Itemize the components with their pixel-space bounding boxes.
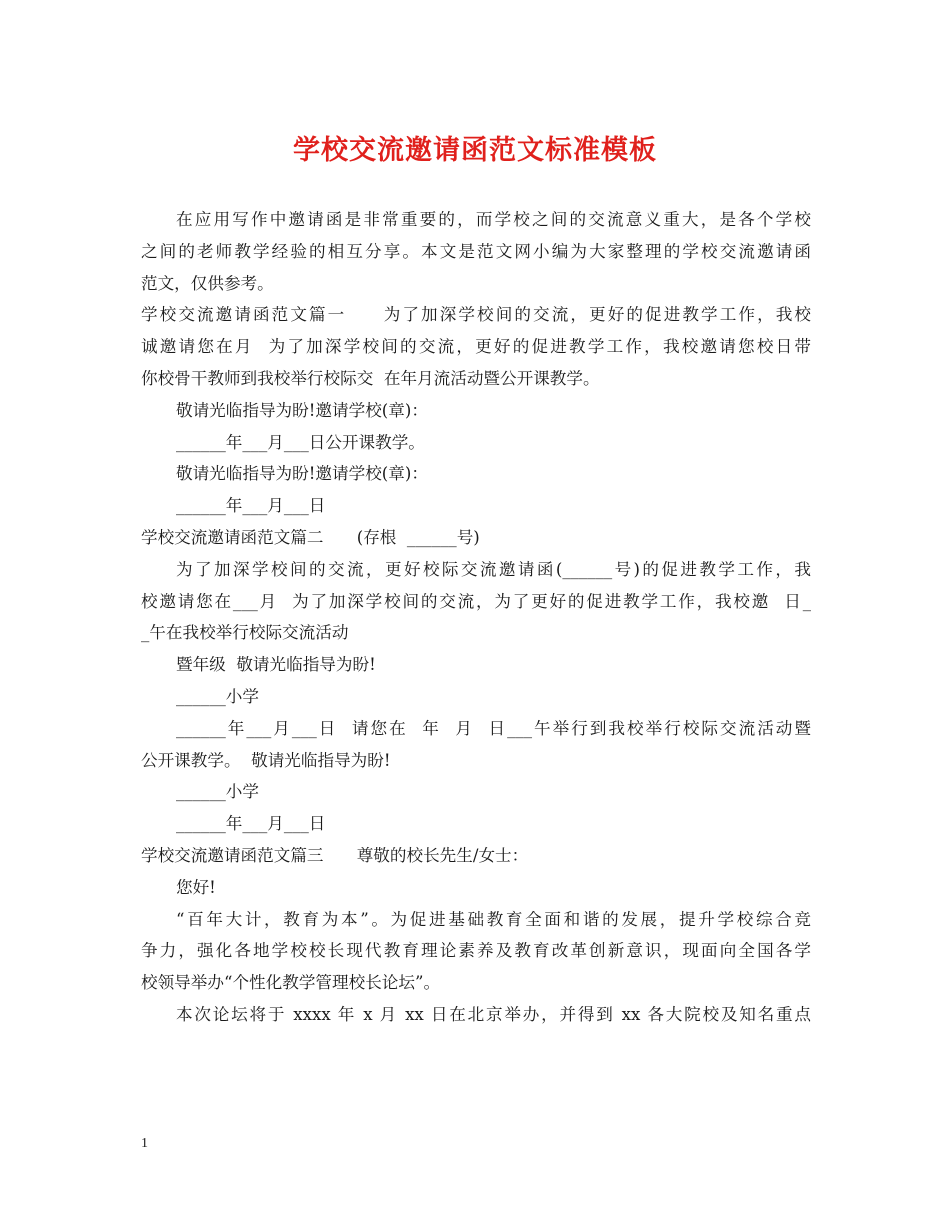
paragraph-line: 您好! xyxy=(176,877,216,897)
paragraph-line: 争力，强化各地学校校长现代教育理论素养及教育改革创新意识，现面向全国各学 xyxy=(141,941,811,961)
paragraph-line: “百年大计，教育为本”。为促进基础教育全面和谐的发展，提升学校综合竞 xyxy=(176,909,811,929)
paragraph-line: _午在我校举行校际交流活动 xyxy=(141,623,349,643)
paragraph-line: 之间的老师教学经验的相互分享。本文是范文网小编为大家整理的学校交流邀请函 xyxy=(141,241,811,261)
document-body xyxy=(141,204,811,1031)
paragraph-line: 学校交流邀请函范文篇一 为了加深学校间的交流，更好的促进教学工作，我校 xyxy=(141,305,811,325)
paragraph-line: ______小学 xyxy=(176,686,259,706)
paragraph-line: 你校骨干教师到我校举行校际交 在年月流活动暨公开课教学。 xyxy=(141,368,600,388)
paragraph-line: 敬请光临指导为盼!邀请学校(章)： xyxy=(176,400,428,420)
paragraph-line: 暨年级 敬请光临指导为盼! xyxy=(176,655,376,675)
paragraph-line: ______年___月___日 请您在 年 月 日___午举行到我校举行校际交流活动暨 xyxy=(176,718,811,738)
paragraph-line: 校领导举办“个性化教学管理校长论坛”。 xyxy=(141,973,441,993)
paragraph-line: 范文，仅供参考。 xyxy=(141,273,274,293)
paragraph-line: 敬请光临指导为盼!邀请学校(章)： xyxy=(176,464,428,484)
paragraph-line: 在应用写作中邀请函是非常重要的，而学校之间的交流意义重大，是各个学校 xyxy=(176,210,811,229)
paragraph-line: 为了加深学校间的交流，更好校际交流邀请函(______号)的促进教学工作，我 xyxy=(176,559,811,579)
paragraph-line: ______年___月___日 xyxy=(176,496,326,516)
paragraph-line: 本次论坛将于 xxxx 年 x 月 xx 日在北京举办，并得到 xx 各大院校及知名重点 xyxy=(176,1004,811,1024)
paragraph-line: ______年___月___日公开课教学。 xyxy=(176,432,425,452)
paragraph-line: ______小学 xyxy=(176,782,259,802)
paragraph-line: ______年___月___日 xyxy=(176,814,326,834)
document-title: 学校交流邀请函范文标准模板 xyxy=(293,135,657,166)
paragraph-line: 校邀请您在___月 为了加深学校间的交流，为了更好的促进教学工作，我校邀 日_ xyxy=(141,591,811,611)
page-number: 1 xyxy=(141,1136,148,1151)
paragraph-line: 公开课教学。 敬请光临指导为盼! xyxy=(141,750,391,770)
paragraph-line: 学校交流邀请函范文篇二 (存根 ______号) xyxy=(141,527,480,547)
paragraph-line: 诚邀请您在月 为了加深学校间的交流，更好的促进教学工作，我校邀请您校日带 xyxy=(141,337,811,357)
paragraph-line: 学校交流邀请函范文篇三 尊敬的校长先生/女士： xyxy=(141,845,529,865)
